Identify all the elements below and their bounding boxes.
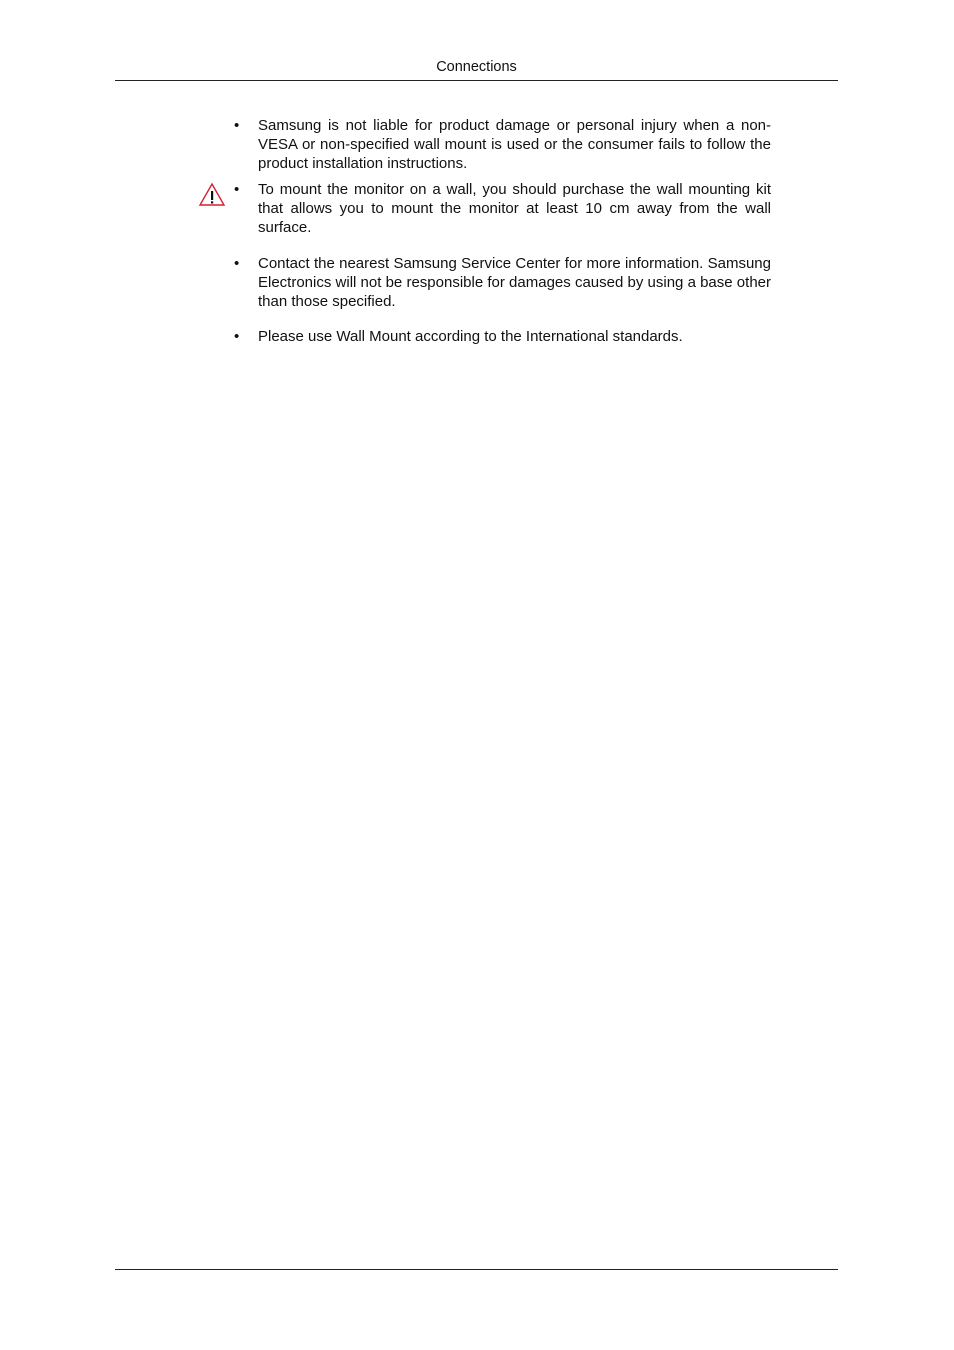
caution-triangle-icon xyxy=(198,182,226,207)
bullet-text: To mount the monitor on a wall, you should purchase the wall mounting kit that allows you to mount the monitor at least 10 cm away from the wall surface. xyxy=(258,181,771,236)
bullet-text: Samsung is not liable for product damage or personal injury when a non-VESA or non-specified wall mount is used or the consumer fails to follow the product installation instructions. xyxy=(258,117,771,172)
bullet-symbol: • xyxy=(234,181,240,198)
bullet-text: Please use Wall Mount according to the International standards. xyxy=(258,328,683,345)
page-header-title: Connections xyxy=(436,59,517,75)
page-header xyxy=(115,58,838,81)
bullet-symbol: • xyxy=(234,255,240,272)
bullet-symbol: • xyxy=(234,328,240,345)
bullet-symbol: • xyxy=(234,117,240,134)
bullet-text: Contact the nearest Samsung Service Center for more information. Samsung Electronics will not be responsible for damages caused by using a base other than those specified. xyxy=(258,255,771,310)
footer-rule xyxy=(115,1269,838,1270)
